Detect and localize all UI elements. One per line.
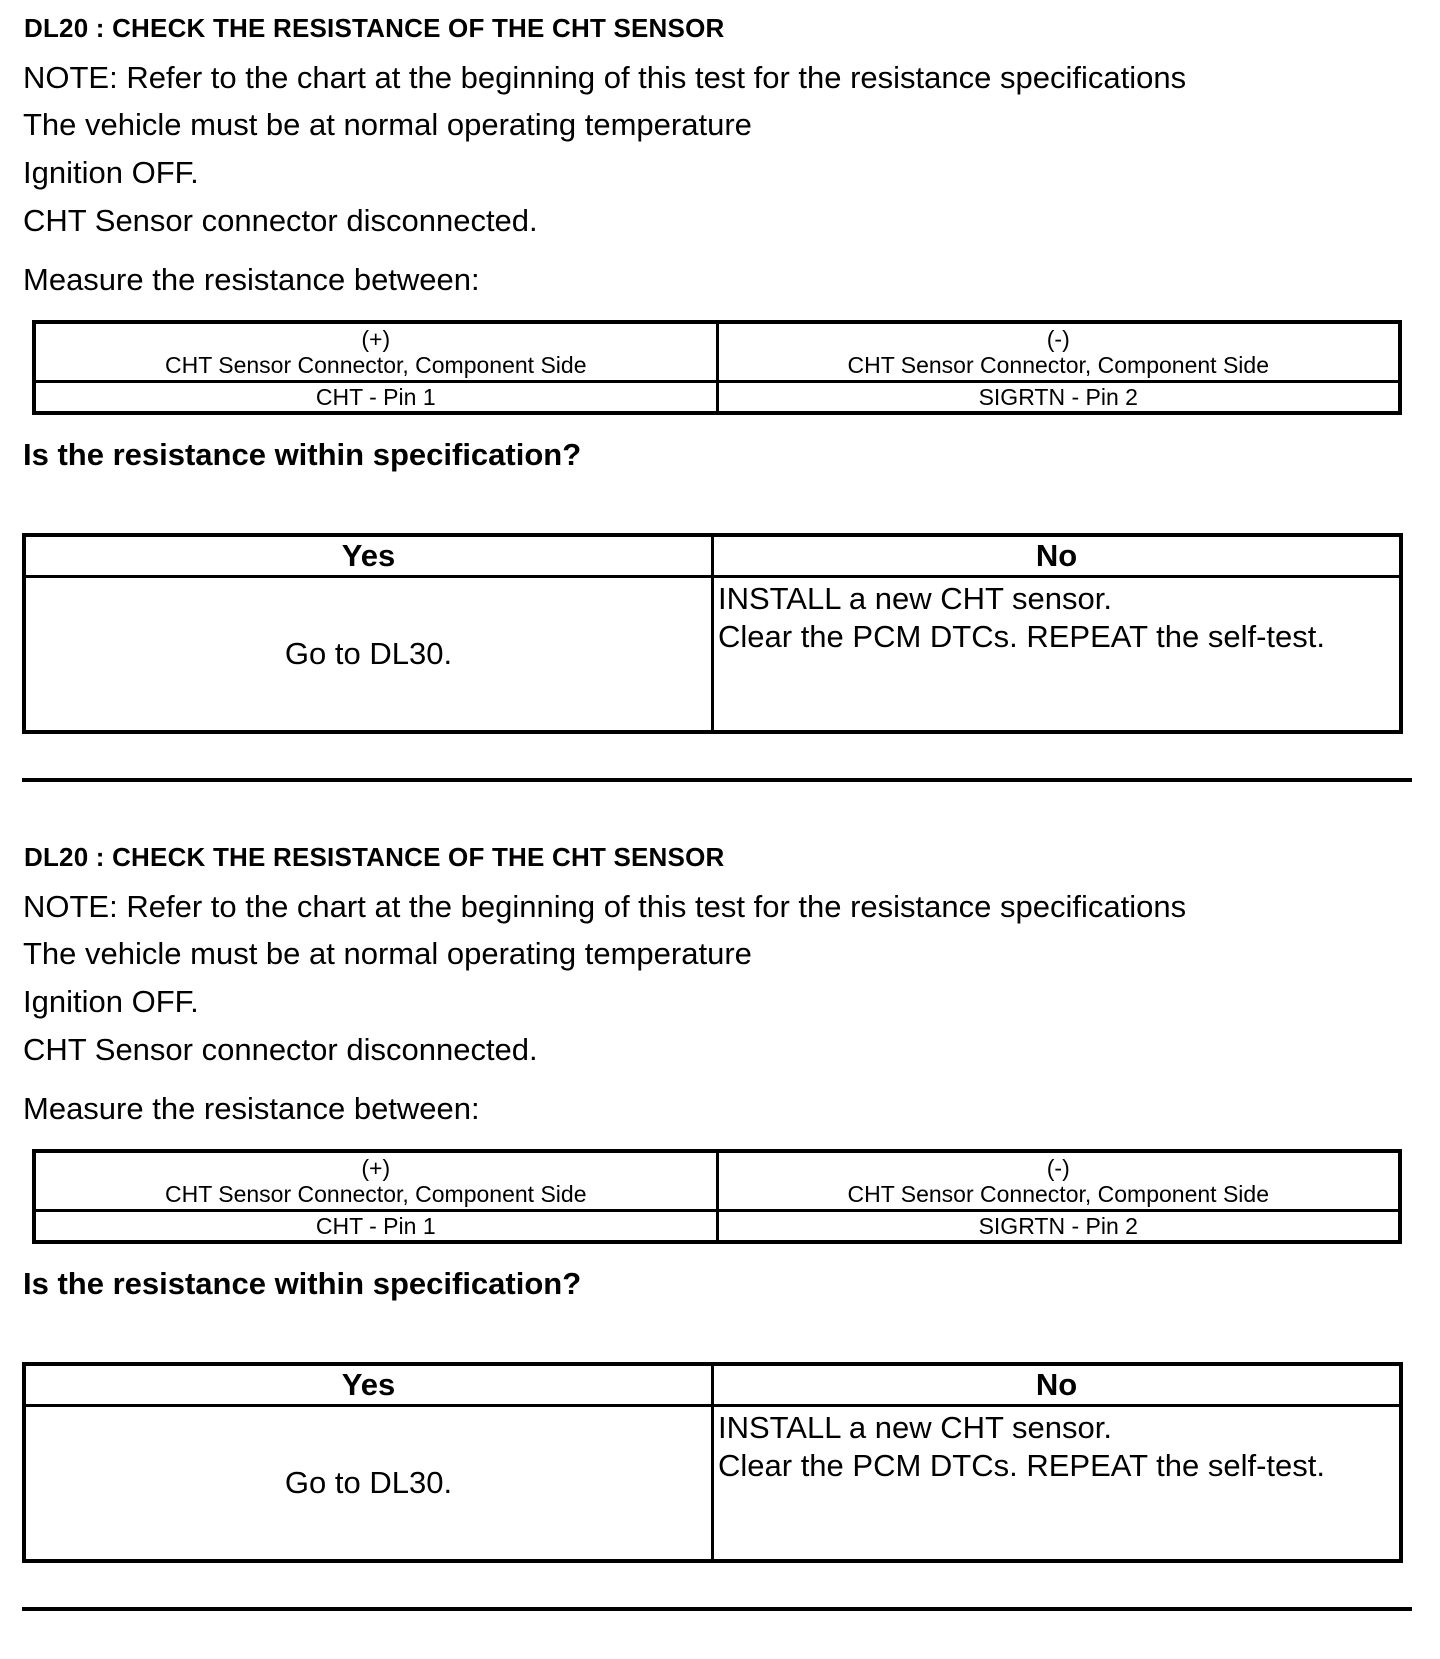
no-header: No (713, 535, 1402, 577)
negative-sign: (-) (1046, 1155, 1070, 1181)
yes-header: Yes (24, 1364, 713, 1406)
negative-pin-cell: SIGRTN - Pin 2 (717, 1211, 1400, 1243)
negative-header-cell (717, 1151, 1400, 1211)
positive-header-cell (34, 322, 717, 382)
no-action-line-1: INSTALL a new CHT sensor. (718, 1410, 1112, 1445)
positive-sign: (+) (361, 326, 391, 352)
connector-text: CHT Sensor connector disconnected. (23, 1032, 538, 1067)
measure-text: Measure the resistance between: (23, 1091, 480, 1126)
positive-pin-cell: CHT - Pin 1 (34, 1211, 717, 1243)
no-action-cell (713, 577, 1402, 733)
ignition-text: Ignition OFF. (23, 155, 199, 190)
positive-label: CHT Sensor Connector, Component Side (165, 1181, 587, 1207)
positive-sign: (+) (361, 1155, 391, 1181)
question-text: Is the resistance within specification? (23, 1266, 582, 1301)
negative-label: CHT Sensor Connector, Component Side (847, 352, 1269, 378)
section-divider (22, 1607, 1412, 1611)
result-header-row (24, 535, 1401, 577)
no-header: No (713, 1364, 1402, 1406)
yes-action-cell: Go to DL30. (24, 577, 713, 733)
negative-header-cell (717, 322, 1400, 382)
positive-label: CHT Sensor Connector, Component Side (165, 352, 587, 378)
step-heading: DL20 : CHECK THE RESISTANCE OF THE CHT SENSOR (24, 13, 725, 43)
yes-header: Yes (24, 535, 713, 577)
result-body-row (24, 577, 1401, 733)
note-text: NOTE: Refer to the chart at the beginning of this test for the resistance specifications (23, 889, 1187, 924)
connector-text: CHT Sensor connector disconnected. (23, 203, 538, 238)
result-table (22, 533, 1403, 734)
result-body-row (24, 1406, 1401, 1562)
negative-pin-cell: SIGRTN - Pin 2 (717, 382, 1400, 414)
measurement-pin-row (34, 1211, 1400, 1243)
ignition-text: Ignition OFF. (23, 984, 199, 1019)
no-action-line-1: INSTALL a new CHT sensor. (718, 581, 1112, 616)
measurement-table (32, 320, 1402, 415)
measure-text: Measure the resistance between: (23, 262, 480, 297)
negative-sign: (-) (1046, 326, 1070, 352)
measurement-pin-row (34, 382, 1400, 414)
result-table (22, 1362, 1403, 1563)
section-divider (22, 778, 1412, 782)
no-action-line-2: Clear the PCM DTCs. REPEAT the self-test. (718, 1448, 1325, 1483)
operating-temp-text: The vehicle must be at normal operating temperature (23, 936, 752, 971)
measurement-header-row (34, 1151, 1400, 1211)
yes-action-cell: Go to DL30. (24, 1406, 713, 1562)
test-step-section-2 (0, 829, 1440, 1659)
no-action-line-2: Clear the PCM DTCs. REPEAT the self-test. (718, 619, 1325, 654)
measurement-table (32, 1149, 1402, 1244)
note-text: NOTE: Refer to the chart at the beginning of this test for the resistance specifications (23, 60, 1187, 95)
positive-header-cell (34, 1151, 717, 1211)
operating-temp-text: The vehicle must be at normal operating temperature (23, 107, 752, 142)
step-heading: DL20 : CHECK THE RESISTANCE OF THE CHT SENSOR (24, 842, 725, 872)
negative-label: CHT Sensor Connector, Component Side (847, 1181, 1269, 1207)
measurement-header-row (34, 322, 1400, 382)
result-header-row (24, 1364, 1401, 1406)
no-action-cell (713, 1406, 1402, 1562)
positive-pin-cell: CHT - Pin 1 (34, 382, 717, 414)
question-text: Is the resistance within specification? (23, 437, 582, 472)
